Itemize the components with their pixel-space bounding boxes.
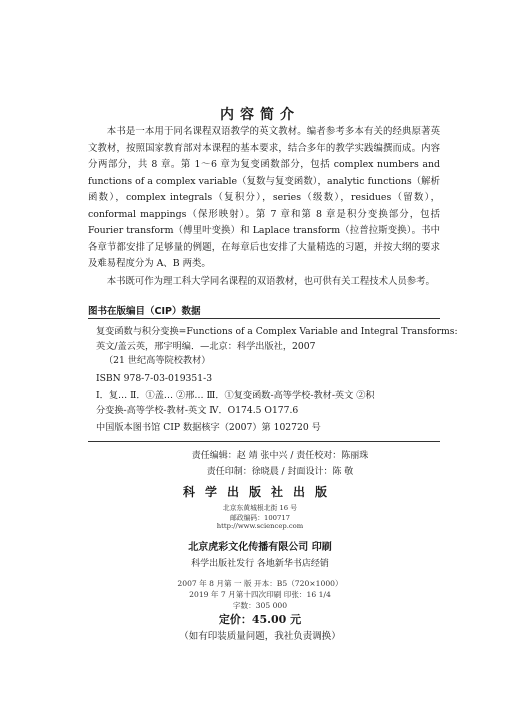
publisher-name: 科学出版社出版 <box>182 485 337 499</box>
price-line: 定价：45.00 元 <box>218 613 302 626</box>
cip-number-line: 中国版本图书馆 CIP 数据核字（2007）第 102720 号 <box>96 421 321 433</box>
cip-classification-line: 分变换-高等学校-教材-英文 Ⅳ．O174.5 O177.6 <box>96 404 299 416</box>
summary-text <box>88 124 440 290</box>
cip-series-line: （21 世纪高等院校教材） <box>104 355 211 367</box>
cip-title-line: 复变函数与积分变换=Functions of a Complex Variable and Integral Transforms: <box>96 326 458 337</box>
summary-title: 内容简介 <box>220 107 300 123</box>
edition-line: 2007 年 8 月第 一 版 开本：B5（720×1000） <box>177 579 343 588</box>
wordcount-line: 字数：305 000 <box>232 601 288 610</box>
publisher-address: 北京东黄城根北街 16 号 <box>222 504 298 512</box>
distribution-line: 科学出版社发行 各地新华书店经销 <box>191 559 329 569</box>
printer-name: 北京虎彩文化传播有限公司 印刷 <box>188 542 332 553</box>
production-credits: 责任印制：徐晓晨 / 封面设计：陈 敬 <box>206 467 354 477</box>
summary-paragraph-1: 本书是一本用于同名课程双语教学的英文教材。编者参考多本有关的经典原著英文教材，按照国家教育部对本课程的基本要求，结合多年的教学实践编撰而成。内容分两部分，共 8 章。第 1～6 章为复变函数部分，包括 complex numbers and functions of a complex variable（复数与复变函数），analytic functions（解析函数），complex integrals（复积分），series（级数），residues（留数），conformal mappings（保形映射）。第 7 章和第 8 章是积分变换部分，包括 Fourier transform（傅里叶变换）和 Laplace transform（拉普拉斯变换）。书中各章节都安排了足够量的例题，在每章后也安排了大量精选的习题，并按大纲的要求及难易程度分为 A、B 两类。 <box>88 126 440 269</box>
editor-credits: 责任编辑：赵 靖 张中兴 / 责任校对：陈丽珠 <box>191 451 369 461</box>
cip-subject-line: Ⅰ．复… Ⅱ．①盖… ②邢… Ⅲ．①复变函数-高等学校-教材-英文 ②积 <box>96 390 375 402</box>
quality-notice: （如有印装质量问题，我社负责调换） <box>179 631 341 642</box>
printing-line: 2019 年 7 月第十四次印刷 印张：16 1/4 <box>189 590 331 599</box>
cip-author-line: 英文/盖云英，邢宇明编．—北京：科学出版社，2007 <box>96 340 316 352</box>
cip-data-block <box>88 318 458 442</box>
summary-paragraph-2: 本书既可作为理工科大学同名课程的双语教材，也可供有关工程技术人员参考。 <box>106 275 435 287</box>
publisher-postcode: 邮政编码：100717 <box>230 514 290 522</box>
cip-isbn-line: ISBN 978-7-03-019351-3 <box>96 372 213 384</box>
cip-heading: 图书在版编目（CIP）数据 <box>88 306 201 317</box>
publisher-website: http://www.sciencep.com <box>216 522 304 530</box>
